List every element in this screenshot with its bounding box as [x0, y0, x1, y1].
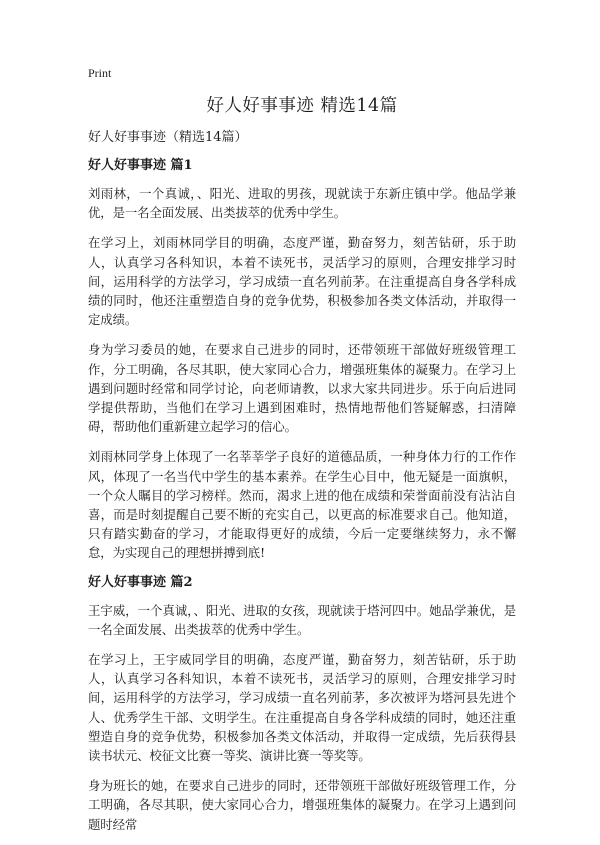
paragraph: 刘雨林，一个真诚，、阳光、进取的男孩，现就读于东新庄镇中学。他品学兼优，是一名全面发展、出类拔萃的优秀中学生。 — [88, 186, 516, 221]
document-subtitle: 好人好事事迹（精选14篇） — [88, 130, 248, 145]
section-heading: 好人好事事迹 篇1 — [88, 158, 193, 173]
paragraph: 在学习上，王宇威同学目的明确，态度严谨，勤奋努力，刻苦钻研，乐于助人，认真学习各科知识，本着不读死书，灵活学习的原则，合理安排学习时间，运用科学的方法学习，学习成绩一直名列前茅，多次被评为塔河县先进个人、优秀学生干部、文明学生。在注重提高自身各学科成绩的同时，她还注重塑造自身的竞争优势，积极参加各类文体活动，并取得一定成绩，先后获得县读书状元、校征文比赛一等奖、演讲比赛一等奖等。 — [88, 652, 516, 764]
section-heading: 好人好事事迹 篇2 — [88, 574, 193, 590]
paragraph: 刘雨林同学身上体现了一名莘莘学子良好的道德品质，一种身体力行的工作作风，体现了一名当代中学生的基本素养。在学生心目中，他无疑是一面旗帜，一个众人瞩目的学习榜样。然而，渴求上进的他在成绩和荣誉面前没有沾沾自喜，而是时刻提醒自己要不断的充实自己，以更高的标准要求自己。他知道，只有踏实勤奋的学习，才能取得更好的成绩，今后一定要继续努力，永不懈怠，为实现自己的理想拼搏到底! — [88, 449, 516, 561]
article-section-2 — [88, 574, 516, 834]
paragraph: 在学习上，刘雨林同学目的明确，态度严谨，勤奋努力，刻苦钻研，乐于助人，认真学习各科知识，本着不读死书，灵活学习的原则，合理安排学习时间，运用科学的方法学习，学习成绩一直名列前茅。在注重提高自身各学科成绩的同时，他还注重塑造自身的竞争优势，积极参加各类文体活动，并取得一定成绩。 — [88, 235, 516, 328]
document-page — [88, 66, 516, 845]
paragraph: 王宇威，一个真诚，、阳光、进取的女孩，现就读于塔河四中。她品学兼优，是一名全面发展、出类拔萃的优秀中学生。 — [88, 602, 516, 637]
paragraph: 身为学习委员的她，在要求自己进步的同时，还带领班干部做好班级管理工作，分工明确，各尽其职，使大家同心合力，增强班集体的凝聚力。在学习上遇到问题时经常和同学讨论，向老师请教，以求大家共同进步。乐于向后进同学提供帮助，当他们在学习上遇到困难时，热情地帮他们答疑解惑，扫清障碍，帮助他们重新建立起学习的信心。 — [88, 342, 516, 435]
page-title: 好人好事事迹 精选14篇 — [206, 96, 398, 116]
article-section-1 — [88, 157, 516, 563]
paragraph: 身为班长的她，在要求自己进步的同时，还带领班干部做好班级管理工作，分工明确，各尽其职，使大家同心合力，增强班集体的凝聚力。在学习上遇到问题时经常 — [88, 778, 516, 832]
print-link[interactable]: Print — [88, 66, 112, 80]
